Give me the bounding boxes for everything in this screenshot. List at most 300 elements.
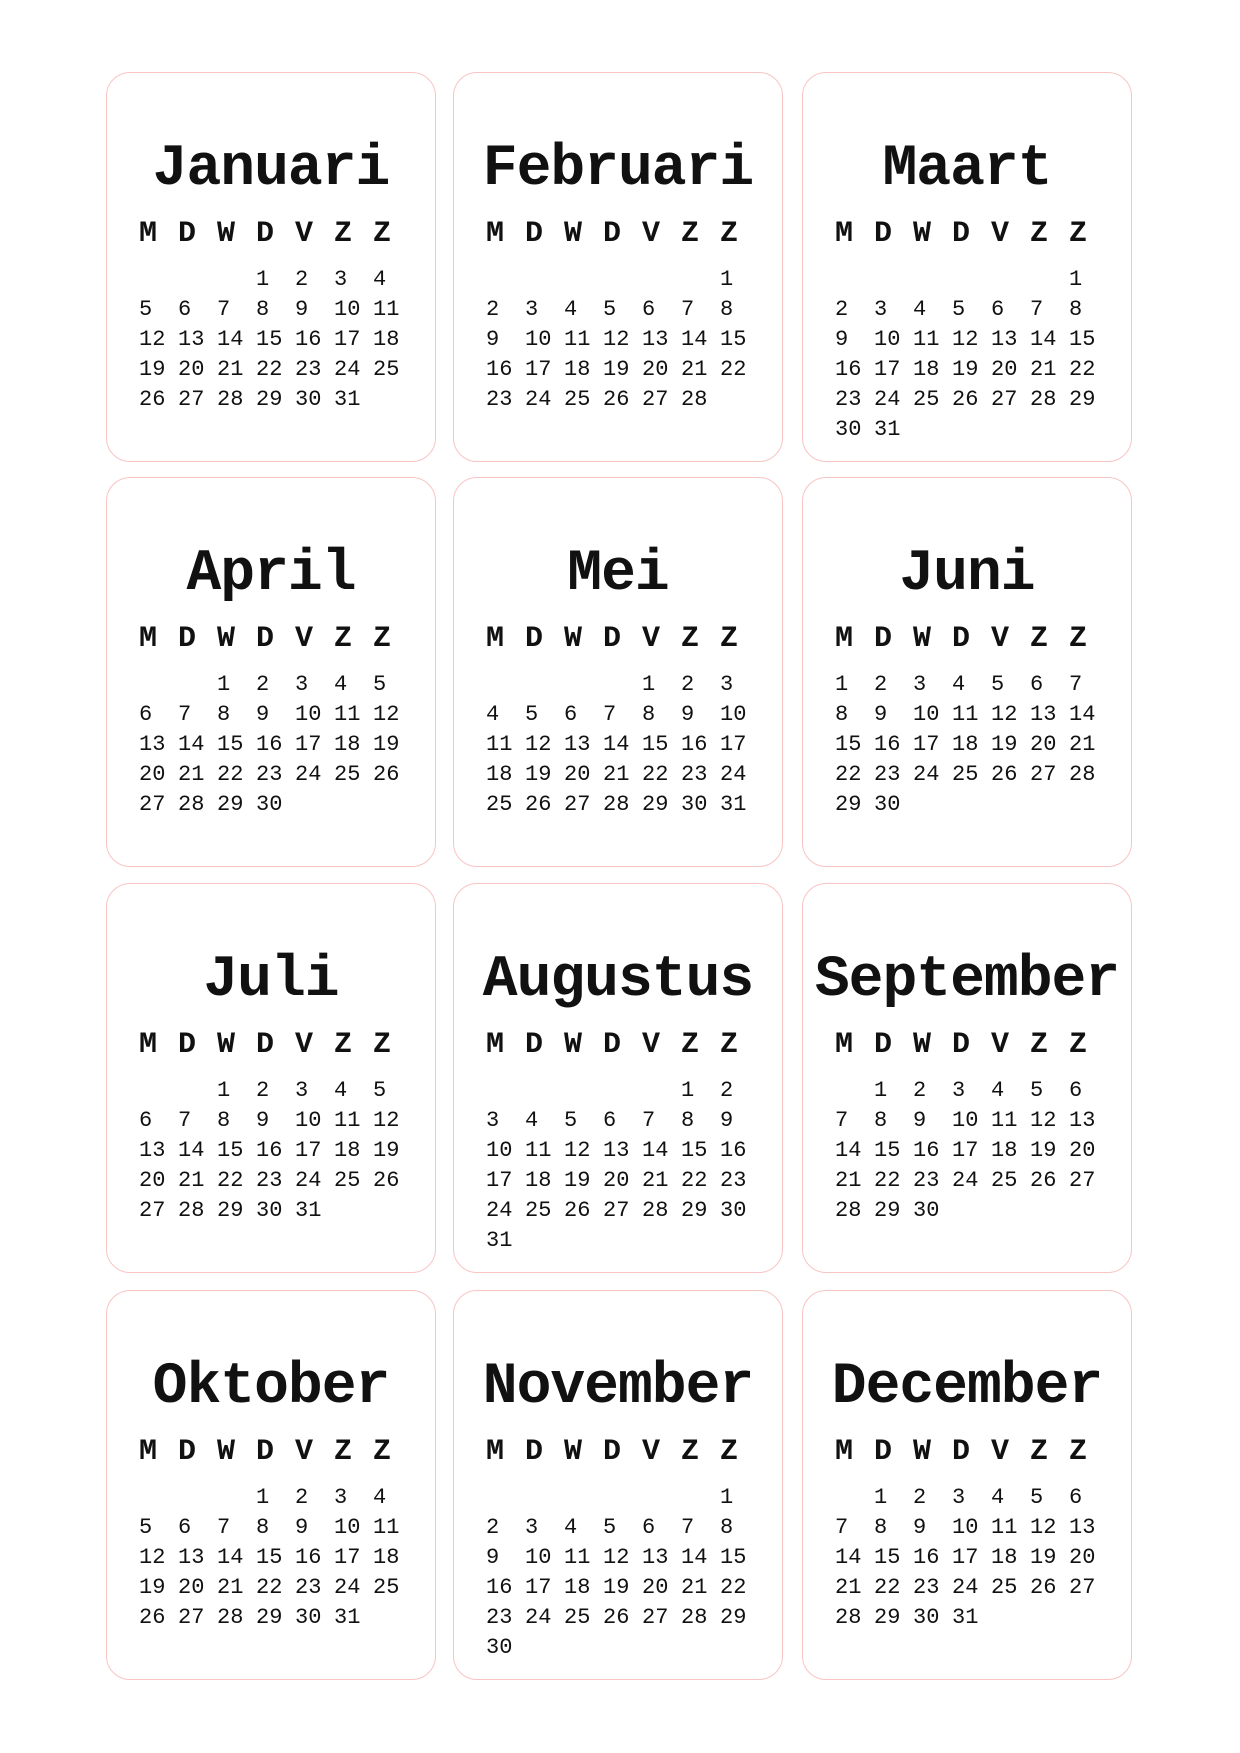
day-cell: 20: [642, 1575, 669, 1600]
day-cell: 8: [1069, 297, 1083, 322]
weekday-header: D: [178, 622, 197, 656]
day-cell: 5: [991, 672, 1005, 697]
day-cell: 12: [139, 327, 166, 352]
month-card-april: [106, 477, 436, 867]
day-cell: 3: [874, 297, 888, 322]
day-cell: 6: [642, 297, 656, 322]
weekday-header: V: [991, 1028, 1010, 1062]
day-cell: 7: [681, 1515, 695, 1540]
day-cell: 1: [1069, 267, 1083, 292]
weekday-header: Z: [1030, 1435, 1049, 1469]
day-cell: 22: [217, 1168, 244, 1193]
day-cell: 27: [139, 1198, 166, 1223]
day-cell: 4: [913, 297, 927, 322]
weekday-header: D: [603, 1435, 622, 1469]
weekday-header: Z: [334, 1028, 353, 1062]
day-cell: 12: [525, 732, 552, 757]
day-cell: 1: [217, 1078, 231, 1103]
day-cell: 6: [564, 702, 578, 727]
day-cell: 16: [720, 1138, 747, 1163]
month-title: Maart: [882, 137, 1052, 202]
day-cell: 5: [952, 297, 966, 322]
day-cell: 7: [178, 702, 192, 727]
day-cell: 25: [486, 792, 513, 817]
day-cell: 24: [720, 762, 747, 787]
day-cell: 18: [525, 1168, 552, 1193]
day-cell: 8: [217, 1108, 231, 1133]
day-cell: 13: [178, 1545, 205, 1570]
weekday-header: V: [642, 217, 661, 251]
day-cell: 24: [913, 762, 940, 787]
weekday-header: D: [256, 622, 275, 656]
day-cell: 24: [525, 1605, 552, 1630]
day-cell: 13: [991, 327, 1018, 352]
day-cell: 28: [603, 792, 630, 817]
month-title: November: [482, 1355, 754, 1420]
weekday-header: M: [139, 1028, 158, 1062]
day-cell: 10: [952, 1108, 979, 1133]
weekday-header: Z: [373, 217, 392, 251]
day-cell: 29: [217, 792, 244, 817]
day-cell: 23: [486, 1605, 513, 1630]
day-cell: 14: [217, 1545, 244, 1570]
day-cell: 31: [952, 1605, 979, 1630]
weekday-header: Z: [373, 622, 392, 656]
day-cell: 9: [295, 1515, 309, 1540]
day-cell: 15: [1069, 327, 1096, 352]
weekday-header: Z: [720, 622, 739, 656]
day-cell: 15: [256, 327, 283, 352]
day-cell: 4: [334, 672, 348, 697]
day-cell: 27: [991, 387, 1018, 412]
weekday-header: D: [525, 217, 544, 251]
weekday-header: W: [564, 1028, 583, 1062]
day-cell: 11: [913, 327, 940, 352]
day-cell: 20: [564, 762, 591, 787]
day-cell: 16: [913, 1545, 940, 1570]
day-cell: 31: [486, 1228, 513, 1253]
weekday-header: M: [835, 1435, 854, 1469]
weekday-header: Z: [334, 217, 353, 251]
day-cell: 18: [991, 1545, 1018, 1570]
day-cell: 9: [874, 702, 888, 727]
day-cell: 13: [178, 327, 205, 352]
weekday-header: M: [486, 1028, 505, 1062]
day-cell: 13: [1030, 702, 1057, 727]
day-cell: 22: [874, 1168, 901, 1193]
weekday-header: M: [139, 622, 158, 656]
day-cell: 30: [874, 792, 901, 817]
day-cell: 6: [1069, 1078, 1083, 1103]
day-cell: 1: [217, 672, 231, 697]
day-cell: 1: [720, 267, 734, 292]
month-title: Juni: [899, 542, 1035, 607]
day-cell: 10: [295, 1108, 322, 1133]
day-cell: 5: [1030, 1485, 1044, 1510]
day-cell: 29: [874, 1198, 901, 1223]
day-cell: 13: [642, 1545, 669, 1570]
day-cell: 3: [486, 1108, 500, 1133]
day-cell: 23: [913, 1168, 940, 1193]
weekday-header: D: [178, 1028, 197, 1062]
day-cell: 6: [178, 1515, 192, 1540]
month-card-januari: [106, 72, 436, 462]
day-cell: 15: [720, 327, 747, 352]
day-cell: 1: [256, 1485, 270, 1510]
day-cell: 2: [486, 297, 500, 322]
weekday-header: Z: [720, 1028, 739, 1062]
weekday-header: Z: [681, 1435, 700, 1469]
day-cell: 16: [913, 1138, 940, 1163]
day-cell: 2: [295, 1485, 309, 1510]
weekday-header: D: [874, 1435, 893, 1469]
day-cell: 1: [720, 1485, 734, 1510]
weekday-header: W: [217, 217, 236, 251]
day-cell: 26: [603, 1605, 630, 1630]
day-cell: 7: [681, 297, 695, 322]
day-cell: 25: [334, 1168, 361, 1193]
day-cell: 18: [564, 1575, 591, 1600]
day-cell: 11: [486, 732, 513, 757]
day-cell: 6: [991, 297, 1005, 322]
day-cell: 10: [525, 327, 552, 352]
day-cell: 31: [874, 417, 901, 442]
day-cell: 16: [295, 327, 322, 352]
day-cell: 19: [991, 732, 1018, 757]
day-cell: 20: [1030, 732, 1057, 757]
day-cell: 17: [952, 1138, 979, 1163]
day-cell: 30: [720, 1198, 747, 1223]
day-cell: 15: [681, 1138, 708, 1163]
day-cell: 1: [256, 267, 270, 292]
day-cell: 20: [603, 1168, 630, 1193]
day-cell: 9: [256, 702, 270, 727]
day-cell: 27: [1069, 1168, 1096, 1193]
day-cell: 26: [603, 387, 630, 412]
weekday-header: W: [564, 217, 583, 251]
day-cell: 4: [373, 267, 387, 292]
day-cell: 7: [178, 1108, 192, 1133]
day-cell: 30: [256, 1198, 283, 1223]
day-cell: 24: [295, 762, 322, 787]
day-cell: 1: [642, 672, 656, 697]
day-cell: 2: [874, 672, 888, 697]
day-cell: 15: [874, 1138, 901, 1163]
day-cell: 28: [681, 387, 708, 412]
day-cell: 11: [952, 702, 979, 727]
day-cell: 26: [373, 762, 400, 787]
weekday-header: Z: [1069, 1435, 1088, 1469]
day-cell: 15: [217, 1138, 244, 1163]
day-cell: 11: [564, 327, 591, 352]
day-cell: 3: [913, 672, 927, 697]
day-cell: 26: [373, 1168, 400, 1193]
day-cell: 24: [525, 387, 552, 412]
day-cell: 2: [835, 297, 849, 322]
day-cell: 13: [139, 732, 166, 757]
day-cell: 17: [720, 732, 747, 757]
day-cell: 22: [681, 1168, 708, 1193]
day-cell: 14: [681, 1545, 708, 1570]
day-cell: 1: [835, 672, 849, 697]
day-cell: 15: [720, 1545, 747, 1570]
day-cell: 19: [603, 357, 630, 382]
day-cell: 12: [603, 327, 630, 352]
day-cell: 28: [835, 1605, 862, 1630]
day-cell: 20: [642, 357, 669, 382]
day-cell: 1: [874, 1485, 888, 1510]
day-cell: 11: [991, 1108, 1018, 1133]
day-cell: 21: [835, 1575, 862, 1600]
day-cell: 9: [486, 327, 500, 352]
day-cell: 19: [525, 762, 552, 787]
day-cell: 27: [603, 1198, 630, 1223]
day-cell: 11: [334, 1108, 361, 1133]
day-cell: 9: [681, 702, 695, 727]
weekday-header: D: [525, 1028, 544, 1062]
day-cell: 16: [835, 357, 862, 382]
day-cell: 14: [178, 732, 205, 757]
day-cell: 30: [913, 1198, 940, 1223]
day-cell: 23: [913, 1575, 940, 1600]
day-cell: 5: [139, 1515, 153, 1540]
day-cell: 22: [256, 357, 283, 382]
day-cell: 19: [1030, 1545, 1057, 1570]
day-cell: 2: [486, 1515, 500, 1540]
day-cell: 20: [1069, 1138, 1096, 1163]
day-cell: 1: [681, 1078, 695, 1103]
day-cell: 17: [295, 732, 322, 757]
day-cell: 23: [835, 387, 862, 412]
day-cell: 8: [256, 297, 270, 322]
day-cell: 31: [720, 792, 747, 817]
day-cell: 8: [720, 297, 734, 322]
weekday-header: D: [256, 1435, 275, 1469]
day-cell: 21: [835, 1168, 862, 1193]
month-title: Augustus: [482, 948, 754, 1013]
day-cell: 30: [681, 792, 708, 817]
day-cell: 20: [139, 1168, 166, 1193]
day-cell: 27: [564, 792, 591, 817]
weekday-header: Z: [1069, 622, 1088, 656]
day-cell: 3: [295, 1078, 309, 1103]
day-cell: 4: [952, 672, 966, 697]
weekday-header: Z: [1069, 1028, 1088, 1062]
day-cell: 25: [991, 1168, 1018, 1193]
weekday-header: D: [178, 1435, 197, 1469]
day-cell: 12: [1030, 1515, 1057, 1540]
weekday-header: V: [642, 1028, 661, 1062]
weekday-header: Z: [1030, 1028, 1049, 1062]
day-cell: 15: [217, 732, 244, 757]
weekday-header: W: [913, 622, 932, 656]
day-cell: 21: [178, 1168, 205, 1193]
day-cell: 19: [139, 1575, 166, 1600]
month-card-augustus: [453, 883, 783, 1273]
day-cell: 20: [178, 357, 205, 382]
weekday-header: M: [835, 1028, 854, 1062]
day-cell: 21: [681, 1575, 708, 1600]
day-cell: 16: [486, 357, 513, 382]
day-cell: 19: [564, 1168, 591, 1193]
day-cell: 13: [1069, 1108, 1096, 1133]
day-cell: 15: [835, 732, 862, 757]
day-cell: 29: [256, 387, 283, 412]
weekday-header: M: [835, 217, 854, 251]
day-cell: 6: [139, 1108, 153, 1133]
month-title: Oktober: [152, 1355, 390, 1420]
day-cell: 22: [217, 762, 244, 787]
day-cell: 29: [217, 1198, 244, 1223]
day-cell: 15: [256, 1545, 283, 1570]
day-cell: 26: [525, 792, 552, 817]
day-cell: 7: [642, 1108, 656, 1133]
weekday-header: Z: [681, 217, 700, 251]
day-cell: 22: [256, 1575, 283, 1600]
day-cell: 17: [874, 357, 901, 382]
weekday-header: M: [835, 622, 854, 656]
day-cell: 18: [991, 1138, 1018, 1163]
month-title: September: [814, 948, 1120, 1013]
day-cell: 11: [991, 1515, 1018, 1540]
day-cell: 3: [952, 1078, 966, 1103]
day-cell: 29: [256, 1605, 283, 1630]
month-title: Januari: [152, 137, 390, 202]
day-cell: 13: [603, 1138, 630, 1163]
day-cell: 6: [1030, 672, 1044, 697]
weekday-header: V: [642, 1435, 661, 1469]
day-cell: 3: [334, 267, 348, 292]
day-cell: 28: [1030, 387, 1057, 412]
day-cell: 2: [913, 1485, 927, 1510]
day-cell: 21: [603, 762, 630, 787]
day-cell: 2: [720, 1078, 734, 1103]
day-cell: 24: [486, 1198, 513, 1223]
day-cell: 12: [564, 1138, 591, 1163]
day-cell: 23: [681, 762, 708, 787]
day-cell: 26: [1030, 1168, 1057, 1193]
day-cell: 16: [295, 1545, 322, 1570]
day-cell: 3: [295, 672, 309, 697]
day-cell: 22: [642, 762, 669, 787]
weekday-header: Z: [334, 622, 353, 656]
day-cell: 8: [720, 1515, 734, 1540]
day-cell: 14: [1069, 702, 1096, 727]
weekday-header: D: [952, 217, 971, 251]
weekday-header: V: [642, 622, 661, 656]
day-cell: 5: [525, 702, 539, 727]
day-cell: 19: [1030, 1138, 1057, 1163]
day-cell: 4: [334, 1078, 348, 1103]
day-cell: 11: [334, 702, 361, 727]
day-cell: 9: [913, 1515, 927, 1540]
day-cell: 7: [835, 1515, 849, 1540]
weekday-header: D: [525, 622, 544, 656]
day-cell: 23: [256, 1168, 283, 1193]
day-cell: 23: [486, 387, 513, 412]
day-cell: 6: [178, 297, 192, 322]
day-cell: 8: [835, 702, 849, 727]
day-cell: 2: [256, 1078, 270, 1103]
day-cell: 20: [139, 762, 166, 787]
day-cell: 9: [835, 327, 849, 352]
day-cell: 11: [564, 1545, 591, 1570]
day-cell: 10: [525, 1545, 552, 1570]
day-cell: 28: [178, 1198, 205, 1223]
weekday-header: V: [295, 1028, 314, 1062]
weekday-header: M: [139, 217, 158, 251]
day-cell: 24: [952, 1168, 979, 1193]
day-cell: 10: [334, 297, 361, 322]
month-card-juni: [802, 477, 1132, 867]
day-cell: 3: [525, 297, 539, 322]
day-cell: 5: [603, 1515, 617, 1540]
day-cell: 11: [373, 297, 400, 322]
day-cell: 7: [1030, 297, 1044, 322]
day-cell: 13: [564, 732, 591, 757]
day-cell: 25: [991, 1575, 1018, 1600]
day-cell: 8: [681, 1108, 695, 1133]
weekday-header: M: [486, 1435, 505, 1469]
day-cell: 18: [564, 357, 591, 382]
day-cell: 28: [217, 387, 244, 412]
weekday-header: V: [991, 217, 1010, 251]
day-cell: 5: [373, 1078, 387, 1103]
day-cell: 5: [564, 1108, 578, 1133]
day-cell: 12: [139, 1545, 166, 1570]
day-cell: 28: [1069, 762, 1096, 787]
day-cell: 16: [486, 1575, 513, 1600]
day-cell: 4: [564, 297, 578, 322]
weekday-header: Z: [720, 1435, 739, 1469]
day-cell: 9: [913, 1108, 927, 1133]
day-cell: 24: [334, 1575, 361, 1600]
weekday-header: D: [178, 217, 197, 251]
day-cell: 25: [913, 387, 940, 412]
day-cell: 11: [373, 1515, 400, 1540]
day-cell: 5: [139, 297, 153, 322]
month-card-juli: [106, 883, 436, 1273]
day-cell: 11: [525, 1138, 552, 1163]
month-title: Februari: [482, 137, 754, 202]
day-cell: 6: [603, 1108, 617, 1133]
day-cell: 23: [295, 1575, 322, 1600]
month-card-september: [802, 883, 1132, 1273]
day-cell: 18: [486, 762, 513, 787]
day-cell: 4: [991, 1078, 1005, 1103]
day-cell: 24: [334, 357, 361, 382]
day-cell: 31: [334, 387, 361, 412]
day-cell: 7: [603, 702, 617, 727]
day-cell: 27: [178, 387, 205, 412]
day-cell: 17: [334, 327, 361, 352]
day-cell: 25: [373, 1575, 400, 1600]
weekday-header: M: [139, 1435, 158, 1469]
day-cell: 26: [991, 762, 1018, 787]
day-cell: 10: [952, 1515, 979, 1540]
weekday-header: D: [603, 1028, 622, 1062]
day-cell: 20: [1069, 1545, 1096, 1570]
weekday-header: W: [913, 217, 932, 251]
day-cell: 14: [681, 327, 708, 352]
day-cell: 24: [874, 387, 901, 412]
day-cell: 29: [874, 1605, 901, 1630]
month-card-november: [453, 1290, 783, 1680]
day-cell: 7: [217, 1515, 231, 1540]
day-cell: 29: [642, 792, 669, 817]
day-cell: 28: [681, 1605, 708, 1630]
day-cell: 18: [373, 1545, 400, 1570]
